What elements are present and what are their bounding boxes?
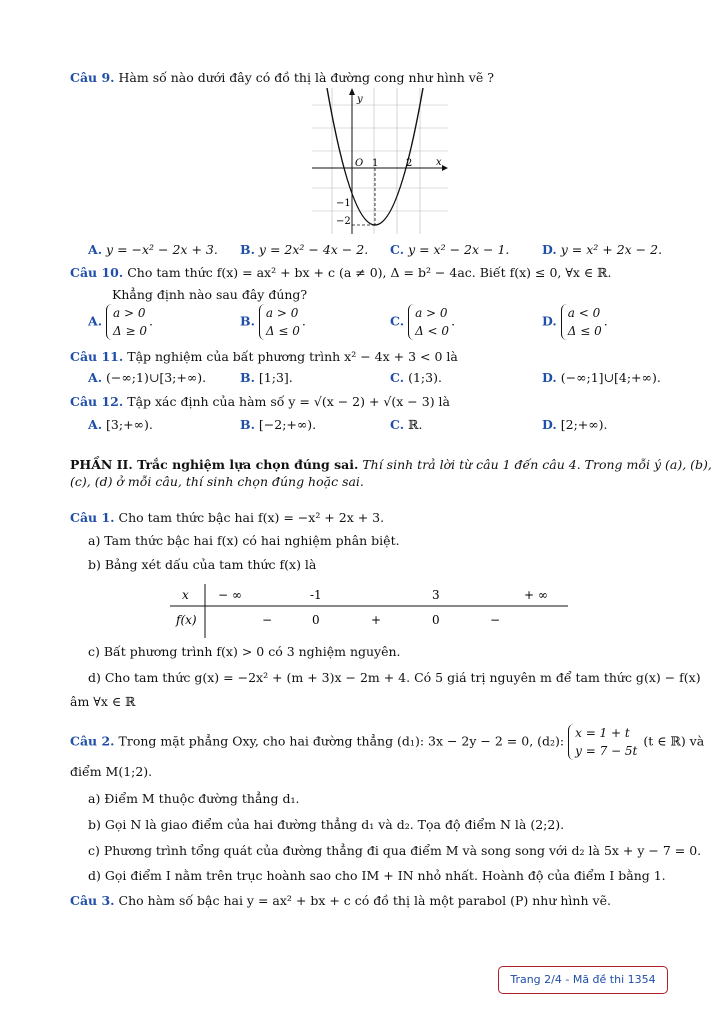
q9-opt-d[interactable]: D. y = x² + 2x − 2. <box>542 242 663 257</box>
q9-graph <box>312 88 448 234</box>
graph-y-label: y <box>357 94 363 105</box>
q11-opt-d[interactable]: D. (−∞;1]∪[4;+∞). <box>542 370 661 385</box>
p1-c[interactable]: c) Bất phương trình f(x) > 0 có 3 nghiệm nguyên. <box>88 644 401 659</box>
p2-text2: điểm M(1;2). <box>70 764 153 779</box>
p2-system: x = 1 + t y = 7 − 5t <box>568 724 639 760</box>
p1-label: Câu 1. <box>70 510 115 525</box>
p2-text-a: Trong mặt phẳng Oxy, cho hai đường thẳng (d₁): 3x − 2y − 2 = 0, (d₂): <box>118 733 565 749</box>
p1-d[interactable]: d) Cho tam thức g(x) = −2x² + (m + 3)x − 2m + 4. Có 5 giá trị nguyên m để tam thức g(x) − f(x) <box>88 670 701 685</box>
table-root1: -1 <box>310 588 322 602</box>
q12-opt-a[interactable]: A. [3;+∞). <box>88 417 153 432</box>
q10-opt-c[interactable]: C. a > 0 Δ < 0. <box>390 306 456 338</box>
q10-opt-a[interactable]: A. a > 0 Δ ≥ 0. <box>88 306 154 338</box>
table-sign3: − <box>490 613 501 627</box>
p2-label: Câu 2. <box>70 733 115 749</box>
graph-x1: 1 <box>372 158 379 169</box>
p1-a[interactable]: a) Tam thức bậc hai f(x) có hai nghiệm phân biệt. <box>88 533 400 548</box>
q12-line <box>70 394 450 409</box>
q10-text: Cho tam thức f(x) = ax² + bx + c (a ≠ 0), Δ = b² − 4ac. Biết f(x) ≤ 0, ∀x ∈ ℝ. <box>127 265 612 280</box>
q11-opt-b[interactable]: B. [1;3]. <box>240 370 293 385</box>
q9-text: Hàm số nào dưới đây có đồ thị là đường cong như hình vẽ ? <box>118 70 494 85</box>
p2-b[interactable]: b) Gọi N là giao điểm của hai đường thẳng d₁ và d₂. Tọa độ điểm N là (2;2). <box>88 817 565 832</box>
part2-instr1: Thí sinh trả lời từ câu 1 đến câu 4. Trong mỗi ý (a), (b), <box>362 457 712 472</box>
p1-line <box>70 510 384 525</box>
q9-opt-b[interactable]: B. y = 2x² − 4x − 2. <box>240 242 369 257</box>
table-zero1: 0 <box>312 613 320 627</box>
graph-x2: 2 <box>406 158 413 169</box>
p1-d-cont: âm ∀x ∈ ℝ <box>70 694 136 709</box>
q10-opt-d[interactable]: D. a < 0 Δ ≤ 0. <box>542 306 608 338</box>
table-root2: 3 <box>432 588 440 602</box>
p2-text-b: (t ∈ ℝ) và <box>643 733 705 749</box>
p1-b[interactable]: b) Bảng xét dấu của tam thức f(x) là <box>88 557 317 572</box>
q11-line <box>70 349 458 364</box>
graph-ym1: −1 <box>336 198 351 209</box>
sign-table <box>170 582 568 638</box>
p2-c[interactable]: c) Phương trình tổng quát của đường thẳng đi qua điểm M và song song với d₂ là 5x + y − 7 = 0. <box>88 843 702 858</box>
q12-text: Tập xác định của hàm số y = √(x − 2) + √(x − 3) là <box>127 394 451 409</box>
q9-opt-a[interactable]: A. y = −x² − 2x + 3. <box>88 242 218 257</box>
q12-opt-b[interactable]: B. [−2;+∞). <box>240 417 317 432</box>
table-pos-inf: + ∞ <box>524 588 548 602</box>
p1-text: Cho tam thức bậc hai f(x) = −x² + 2x + 3. <box>118 510 385 525</box>
q12-label: Câu 12. <box>70 394 124 409</box>
q12-opt-d[interactable]: D. [2;+∞). <box>542 417 608 432</box>
table-zero2: 0 <box>432 613 440 627</box>
q10-text2: Khẳng định nào sau đây đúng? <box>112 287 308 302</box>
table-x: x <box>182 588 189 602</box>
part2-heading: PHẦN II. Trắc nghiệm lựa chọn đúng sai. <box>70 457 359 472</box>
part2-line1 <box>70 457 712 472</box>
p2-a[interactable]: a) Điểm M thuộc đường thẳng d₁. <box>88 791 300 806</box>
q11-label: Câu 11. <box>70 349 124 364</box>
q11-text: Tập nghiệm của bất phương trình x² − 4x + 3 < 0 là <box>127 349 458 364</box>
page-footer: Trang 2/4 - Mã đề thi 1354 <box>498 966 668 994</box>
p2-d[interactable]: d) Gọi điểm I nằm trên trục hoành sao cho IM + IN nhỏ nhất. Hoành độ của điểm I bằng 1. <box>88 868 666 883</box>
q9-opt-c[interactable]: C. y = x² − 2x − 1. <box>390 242 510 257</box>
graph-ym2: −2 <box>336 216 351 227</box>
graph-origin: O <box>355 158 364 169</box>
q11-opt-c[interactable]: C. (1;3). <box>390 370 442 385</box>
p3-label: Câu 3. <box>70 893 115 908</box>
q10-line <box>70 265 612 280</box>
table-fx: f(x) <box>176 613 197 627</box>
p3-text: Cho hàm số bậc hai y = ax² + bx + c có đồ thị là một parabol (P) như hình vẽ. <box>118 893 611 908</box>
part2-instr2: (c), (d) ở mỗi câu, thí sinh chọn đúng hoặc sai. <box>70 474 364 489</box>
table-sign2: + <box>371 613 382 627</box>
table-neg-inf: − ∞ <box>218 588 242 602</box>
q9-label: Câu 9. <box>70 70 115 85</box>
p3-line <box>70 893 611 908</box>
graph-x-label: x <box>436 157 442 168</box>
q9-line <box>70 70 494 85</box>
p2-line <box>70 724 704 760</box>
q11-opt-a[interactable]: A. (−∞;1)∪[3;+∞). <box>88 370 207 385</box>
q10-label: Câu 10. <box>70 265 124 280</box>
q10-opt-b[interactable]: B. a > 0 Δ ≤ 0. <box>240 306 306 338</box>
table-sign1: − <box>262 613 273 627</box>
q12-opt-c[interactable]: C. ℝ. <box>390 417 423 432</box>
